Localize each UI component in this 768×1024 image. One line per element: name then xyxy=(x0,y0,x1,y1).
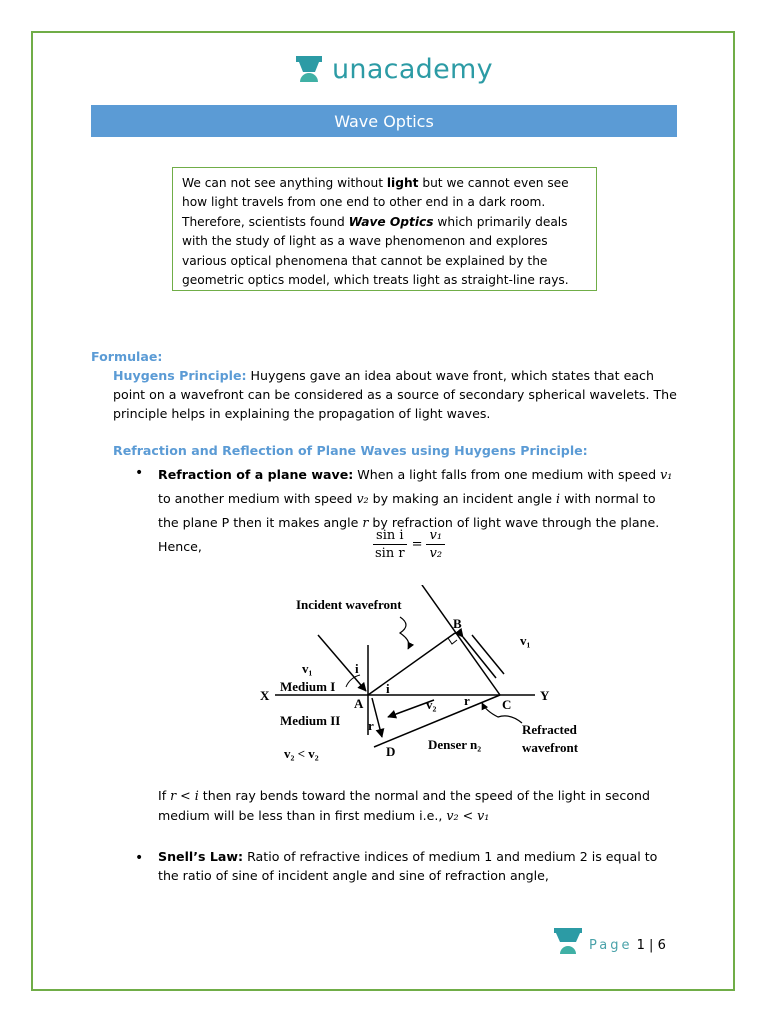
formulae-label: Formulae: xyxy=(91,349,163,364)
refraction-t2: to another medium with speed xyxy=(158,491,357,506)
intro-box xyxy=(172,167,597,291)
refraction-t4: with normal to the plane P then it makes angle xyxy=(158,491,656,530)
label-i-angle: i xyxy=(355,661,359,676)
incident-ray-bc xyxy=(422,585,500,695)
label-x: X xyxy=(260,688,270,703)
label-c: C xyxy=(502,697,512,712)
refraction-label: Refraction of a plane wave: xyxy=(158,467,354,482)
formula-right-fraction xyxy=(426,528,445,561)
label-r-top: r xyxy=(464,693,470,708)
formula-v1: v₁ xyxy=(426,528,445,545)
refraction-heading: Refraction and Reflection of Plane Waves using Huygens Principle: xyxy=(113,443,588,458)
refraction-r: r xyxy=(362,515,369,530)
label-v1-left: v₁ xyxy=(302,661,313,676)
label-a: A xyxy=(354,696,364,711)
refraction-i: i xyxy=(556,491,561,506)
snell-ratio-formula xyxy=(372,528,445,561)
footer-total: 6 xyxy=(657,938,666,953)
refraction-t1: When a light falls from one medium with speed xyxy=(353,467,661,482)
footer-sep: | xyxy=(649,938,654,953)
formula-sin-i: sin i xyxy=(373,528,407,545)
label-r-left: r xyxy=(368,718,374,733)
refraction-diagram xyxy=(250,585,600,765)
huygens-text: Huygens gave an idea about wave front, which states that each point on a wavefront can be considered as a source of secondary spherical wavelets. The principle helps in explaining the propagation of light waves. xyxy=(113,368,677,421)
wavy-arrow-incident xyxy=(400,617,409,649)
brand-name: unacademy xyxy=(332,53,493,85)
if-condition: r < i xyxy=(170,788,199,803)
label-v2-v2: v₂ < v₂ xyxy=(284,746,319,761)
label-b: B xyxy=(453,616,462,631)
if-relation: v₂ < v₁ xyxy=(446,808,490,823)
brand-header xyxy=(294,52,493,86)
refraction-t5: by refraction of light wave through the plane. Hence, xyxy=(158,515,660,554)
if-paragraph xyxy=(158,786,668,826)
bullet-refraction: • xyxy=(135,465,144,481)
snell-paragraph xyxy=(158,848,678,886)
refraction-v1: v₁ xyxy=(660,467,673,482)
label-d: D xyxy=(386,744,396,759)
page-number xyxy=(589,938,666,954)
huygens-label: Huygens Principle: xyxy=(113,368,247,383)
intro-text-pre: We can not see anything without xyxy=(182,176,387,190)
label-y: Y xyxy=(540,688,550,703)
formula-sin-r: sin r xyxy=(375,546,405,561)
bullet-snell: • xyxy=(135,850,144,866)
snell-label: Snell’s Law: xyxy=(158,849,244,864)
formula-left-fraction xyxy=(372,528,408,561)
refraction-t3: by making an incident angle xyxy=(368,491,557,506)
if-t1: If xyxy=(158,788,171,803)
unacademy-logo-icon xyxy=(294,54,324,84)
huygens-paragraph xyxy=(113,367,683,423)
label-wavefront: wavefront xyxy=(522,740,579,755)
formula-v2: v₂ xyxy=(429,546,443,561)
label-v1-right: v₁ xyxy=(520,633,531,648)
refraction-v2: v₂ xyxy=(356,491,369,506)
page-title: Wave Optics xyxy=(91,105,677,137)
incident-wavefront-ab xyxy=(368,633,455,695)
intro-bold-light: light xyxy=(386,176,419,190)
intro-text-post: which primarily deals with the study of light as a wave phenomenon and explores various optical phenomena that cannot be explained by the geometric optics model, which treats light as straight-line rays. xyxy=(182,214,569,288)
footer-label: Page xyxy=(589,938,633,953)
footer-logo-icon xyxy=(553,928,583,954)
label-refracted: Refracted xyxy=(522,722,577,737)
intro-bold-wave-optics: Wave Optics xyxy=(348,214,434,229)
page-footer xyxy=(553,928,666,954)
if-t2: then ray bends toward the normal and the speed of the light in second medium will be less than in first medium i.e., xyxy=(158,788,651,823)
snell-text: Ratio of refractive indices of medium 1 and medium 2 is equal to the ratio of sine of incident angle and sine of refraction angle, xyxy=(158,849,658,883)
label-medium-1: Medium I xyxy=(280,679,336,694)
label-denser: Denser n₂ xyxy=(428,737,482,752)
label-i-small: i xyxy=(386,681,390,696)
intro-text-mid: but we cannot even see how light travels from one end to other end in a dark room. Therefore, scientists found xyxy=(182,176,569,229)
formula-equals: = xyxy=(411,537,423,552)
label-incident-wavefront: Incident wavefront xyxy=(296,597,402,612)
right-angle-marker xyxy=(448,638,457,644)
footer-page: 1 xyxy=(636,938,645,953)
label-medium-2: Medium II xyxy=(280,713,341,728)
label-v2: v₂ xyxy=(426,697,437,712)
